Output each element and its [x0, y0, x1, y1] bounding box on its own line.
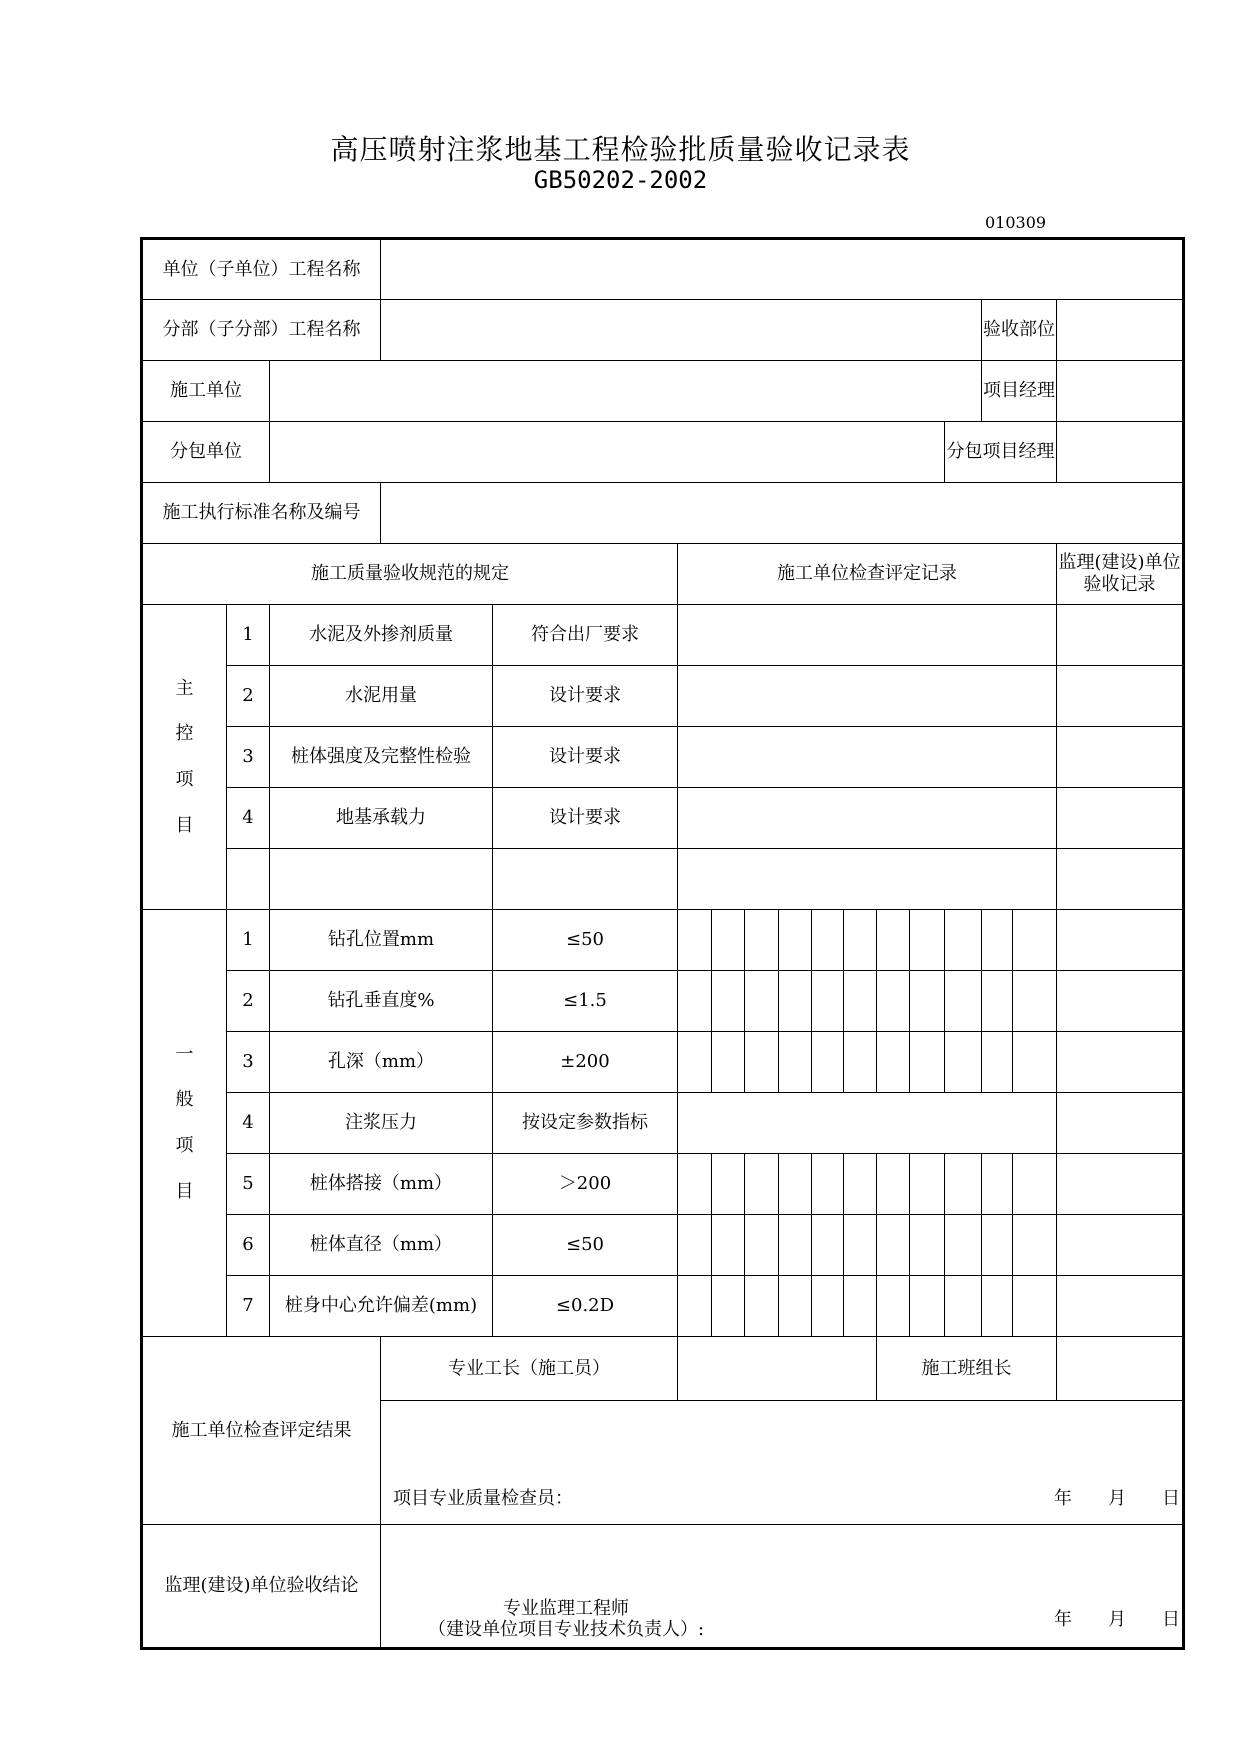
measure-cell[interactable] [712, 1032, 745, 1093]
supervisor-record-cell[interactable] [1057, 1093, 1184, 1154]
sub-project-name-field[interactable] [381, 300, 982, 361]
item-name: 地基承载力 [270, 788, 493, 849]
supervisor-conclusion-field[interactable] [381, 1525, 1184, 1649]
measure-cell[interactable] [982, 1032, 1013, 1093]
measure-cell[interactable] [712, 971, 745, 1032]
item-number: 1 [227, 910, 270, 971]
measure-cell[interactable] [678, 1215, 712, 1276]
measure-cell[interactable] [910, 910, 945, 971]
item-requirement: ≤50 [493, 1215, 678, 1276]
general-items-label: 一 般 项 目 [142, 910, 227, 1337]
acceptance-part-label: 验收部位 [982, 300, 1057, 361]
inspection-form [140, 237, 1185, 1650]
measure-cell[interactable] [844, 1215, 877, 1276]
measure-cell[interactable] [844, 1154, 877, 1215]
measure-cell[interactable] [945, 910, 982, 971]
measure-cell[interactable] [779, 910, 812, 971]
supervisor-record-cell[interactable] [1057, 849, 1184, 910]
construction-unit-label: 施工单位 [142, 361, 270, 422]
construction-unit-field[interactable] [270, 361, 982, 422]
measure-cell[interactable] [678, 971, 712, 1032]
item-number: 3 [227, 1032, 270, 1093]
measure-cell[interactable] [982, 1215, 1013, 1276]
measure-cell[interactable] [812, 910, 844, 971]
item-requirement: 设计要求 [493, 788, 678, 849]
item-number: 2 [227, 666, 270, 727]
supervisor-record-cell[interactable] [1057, 971, 1184, 1032]
item-name: 注浆压力 [270, 1093, 493, 1154]
item-number [227, 849, 270, 910]
measure-cell[interactable] [812, 1215, 844, 1276]
item-requirement: ±200 [493, 1032, 678, 1093]
measure-cell[interactable] [982, 1154, 1013, 1215]
measure-cell[interactable] [945, 1276, 982, 1337]
item-name: 桩体搭接（mm） [270, 1154, 493, 1215]
measure-cell[interactable] [910, 1032, 945, 1093]
supervisor-record-cell[interactable] [1057, 727, 1184, 788]
measure-cell[interactable] [844, 1032, 877, 1093]
measure-cell[interactable] [877, 1154, 910, 1215]
item-name: 钻孔垂直度% [270, 971, 493, 1032]
check-record-cell[interactable] [678, 727, 1057, 788]
measure-cell[interactable] [877, 1215, 910, 1276]
item-requirement: ＞200 [493, 1154, 678, 1215]
item-name: 孔深（mm） [270, 1032, 493, 1093]
team-leader-field[interactable] [1057, 1337, 1184, 1401]
measure-cell[interactable] [982, 1276, 1013, 1337]
standard-code: GB50202-2002 [533, 166, 708, 194]
project-manager-field[interactable] [1057, 361, 1184, 422]
measure-cell[interactable] [712, 1276, 745, 1337]
measure-cell[interactable] [945, 1215, 982, 1276]
form-title: 高压喷射注浆地基工程检验批质量验收记录表 [330, 133, 911, 166]
measure-cell[interactable] [1013, 1215, 1057, 1276]
supervisor-record-cell[interactable] [1057, 1032, 1184, 1093]
item-name[interactable] [270, 849, 493, 910]
measure-cell[interactable] [844, 1276, 877, 1337]
measure-cell[interactable] [1013, 1032, 1057, 1093]
measure-cell[interactable] [745, 1032, 779, 1093]
item-number: 4 [227, 788, 270, 849]
measure-cell[interactable] [1013, 910, 1057, 971]
check-record-cell[interactable] [678, 788, 1057, 849]
item-number: 2 [227, 971, 270, 1032]
measure-cell[interactable] [910, 1215, 945, 1276]
measure-cell[interactable] [1013, 1154, 1057, 1215]
measure-cell[interactable] [945, 971, 982, 1032]
supervisor-record-cell[interactable] [1057, 605, 1184, 666]
measure-cell[interactable] [712, 1154, 745, 1215]
standard-name-field[interactable] [381, 483, 1184, 544]
measure-cell[interactable] [745, 1276, 779, 1337]
supervisor-record-cell[interactable] [1057, 1154, 1184, 1215]
supervisor-record-header: 监理(建设)单位验收记录 [1057, 544, 1184, 605]
measure-cell[interactable] [779, 1276, 812, 1337]
inspector-label: 项目专业质量检查员： [393, 1488, 573, 1510]
unit-project-name-label: 单位（子单位）工程名称 [142, 239, 381, 300]
item-number: 6 [227, 1215, 270, 1276]
measure-cell[interactable] [844, 910, 877, 971]
acceptance-part-field[interactable] [1057, 300, 1184, 361]
measure-cell[interactable] [812, 1276, 844, 1337]
item-requirement: ≤1.5 [493, 971, 678, 1032]
unit-project-name-field[interactable] [381, 239, 1184, 300]
measure-cell[interactable] [1013, 971, 1057, 1032]
result-date: 年 月 日 [1054, 1488, 1181, 1510]
spec-header: 施工质量验收规范的规定 [142, 544, 678, 605]
item-requirement: ≤0.2D [493, 1276, 678, 1337]
construction-result-label: 施工单位检查评定结果 [142, 1337, 381, 1525]
measure-cell[interactable] [877, 910, 910, 971]
supervisor-record-cell[interactable] [1057, 666, 1184, 727]
measure-cell[interactable] [712, 910, 745, 971]
item-number: 4 [227, 1093, 270, 1154]
measure-cell[interactable] [779, 1032, 812, 1093]
subcontract-unit-label: 分包单位 [142, 422, 270, 483]
form-number: 010309 [985, 213, 1047, 232]
subcontract-unit-field[interactable] [270, 422, 945, 483]
check-record-header: 施工单位检查评定记录 [678, 544, 1057, 605]
measure-cell[interactable] [982, 971, 1013, 1032]
sub-project-name-label: 分部（子分部）工程名称 [142, 300, 381, 361]
check-record-cell[interactable] [678, 849, 1057, 910]
measure-cell[interactable] [779, 1154, 812, 1215]
standard-name-label: 施工执行标准名称及编号 [142, 483, 381, 544]
item-name: 水泥及外掺剂质量 [270, 605, 493, 666]
measure-cell[interactable] [812, 1154, 844, 1215]
supervisor-record-cell[interactable] [1057, 910, 1184, 971]
measure-cell[interactable] [877, 1032, 910, 1093]
measure-cell[interactable] [712, 1215, 745, 1276]
measure-cell[interactable] [910, 971, 945, 1032]
measure-cell[interactable] [877, 971, 910, 1032]
check-record-cell[interactable] [678, 666, 1057, 727]
measure-cell[interactable] [877, 1276, 910, 1337]
item-requirement: 设计要求 [493, 666, 678, 727]
item-requirement: 按设定参数指标 [493, 1093, 678, 1154]
check-record-cell[interactable] [678, 1093, 1057, 1154]
measure-cell[interactable] [982, 910, 1013, 971]
measure-cell[interactable] [1013, 1276, 1057, 1337]
main-control-label: 主 控 项 目 [142, 605, 227, 910]
construction-result-field[interactable] [381, 1401, 1184, 1525]
measure-cell[interactable] [945, 1154, 982, 1215]
measure-cell[interactable] [745, 1154, 779, 1215]
item-requirement: ≤50 [493, 910, 678, 971]
measure-cell[interactable] [779, 971, 812, 1032]
engineer-sub-label: （建设单位项目专业技术负责人）: [427, 1619, 705, 1641]
project-manager-label: 项目经理 [982, 361, 1057, 422]
item-name: 桩体直径（mm） [270, 1215, 493, 1276]
measure-cell[interactable] [678, 1032, 712, 1093]
item-name: 桩身中心允许偏差(mm) [270, 1276, 493, 1337]
measure-cell[interactable] [812, 1032, 844, 1093]
subcontract-manager-field[interactable] [1057, 422, 1184, 483]
conclusion-date: 年 月 日 [1054, 1609, 1181, 1631]
item-number: 5 [227, 1154, 270, 1215]
item-number: 3 [227, 727, 270, 788]
measure-cell[interactable] [678, 1154, 712, 1215]
subcontract-manager-label: 分包项目经理 [945, 422, 1057, 483]
engineer-label: 专业监理工程师 [503, 1597, 629, 1619]
supervisor-record-cell[interactable] [1057, 788, 1184, 849]
check-record-cell[interactable] [678, 605, 1057, 666]
measure-cell[interactable] [844, 971, 877, 1032]
measure-cell[interactable] [910, 1276, 945, 1337]
item-name: 桩体强度及完整性检验 [270, 727, 493, 788]
supervisor-record-cell[interactable] [1057, 1276, 1184, 1337]
team-leader-label: 施工班组长 [877, 1337, 1057, 1401]
measure-cell[interactable] [812, 971, 844, 1032]
item-name: 钻孔位置mm [270, 910, 493, 971]
item-number: 1 [227, 605, 270, 666]
item-requirement: 符合出厂要求 [493, 605, 678, 666]
item-name: 水泥用量 [270, 666, 493, 727]
measure-cell[interactable] [745, 971, 779, 1032]
foreman-label: 专业工长（施工员） [381, 1337, 678, 1401]
measure-cell[interactable] [945, 1032, 982, 1093]
supervisor-conclusion-label: 监理(建设)单位验收结论 [142, 1525, 381, 1649]
supervisor-record-cell[interactable] [1057, 1215, 1184, 1276]
measure-cell[interactable] [678, 910, 712, 971]
item-requirement[interactable] [493, 849, 678, 910]
measure-cell[interactable] [678, 1276, 712, 1337]
measure-cell[interactable] [779, 1215, 812, 1276]
foreman-field[interactable] [678, 1337, 877, 1401]
measure-cell[interactable] [745, 910, 779, 971]
item-number: 7 [227, 1276, 270, 1337]
item-requirement: 设计要求 [493, 727, 678, 788]
measure-cell[interactable] [910, 1154, 945, 1215]
measure-cell[interactable] [745, 1215, 779, 1276]
